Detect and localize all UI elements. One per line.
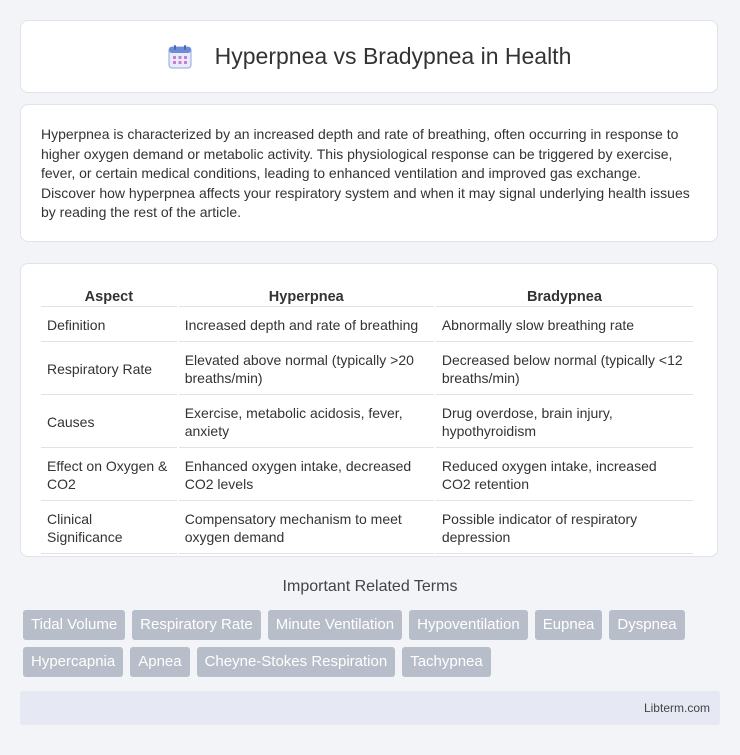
table-cell: Decreased below normal (typically <12 breaths/min)	[436, 344, 693, 395]
footer	[20, 691, 720, 725]
table-row	[41, 503, 693, 554]
header-hyperpnea: Hyperpnea	[179, 284, 434, 307]
title-card	[20, 20, 718, 93]
term-tag[interactable]: Minute Ventilation	[268, 610, 402, 640]
table-row	[41, 344, 693, 395]
intro-card	[20, 104, 718, 242]
intro-text: Hyperpnea is characterized by an increased depth and rate of breathing, often occurring in response to higher oxygen demand or metabolic activity. This physiological response can be triggered by exercise, fever, or certain medical conditions, leading to enhanced ventilation and improved gas exchange. Discover how hyperpnea affects your respiratory system and when it may signal underlying health issues by reading the rest of the article.	[41, 126, 690, 221]
table-cell: Effect on Oxygen & CO2	[41, 450, 177, 501]
term-tag[interactable]: Respiratory Rate	[132, 610, 261, 640]
table-cell: Reduced oxygen intake, increased CO2 retention	[436, 450, 693, 501]
table-cell: Definition	[41, 309, 177, 342]
page-title: Hyperpnea vs Bradypnea in Health	[214, 43, 572, 69]
table-cell: Enhanced oxygen intake, decreased CO2 levels	[179, 450, 434, 501]
term-tag[interactable]: Hypercapnia	[23, 647, 123, 677]
table-cell: Drug overdose, brain injury, hypothyroidism	[436, 397, 693, 448]
related-terms-list	[23, 610, 723, 677]
term-tag[interactable]: Cheyne-Stokes Respiration	[197, 647, 396, 677]
table-cell: Compensatory mechanism to meet oxygen demand	[179, 503, 434, 554]
table-cell: Possible indicator of respiratory depression	[436, 503, 693, 554]
table-row	[41, 309, 693, 342]
header-aspect: Aspect	[41, 284, 177, 307]
term-tag[interactable]: Tachypnea	[402, 647, 491, 677]
table-header-row	[41, 284, 693, 307]
table-cell: Increased depth and rate of breathing	[179, 309, 434, 342]
table-cell: Elevated above normal (typically >20 breaths/min)	[179, 344, 434, 395]
comparison-table-card	[20, 263, 718, 557]
term-tag[interactable]: Dyspnea	[609, 610, 684, 640]
table-cell: Causes	[41, 397, 177, 448]
table-cell: Clinical Significance	[41, 503, 177, 554]
table-cell: Abnormally slow breathing rate	[436, 309, 693, 342]
table-row	[41, 450, 693, 501]
table-cell: Exercise, metabolic acidosis, fever, anxiety	[179, 397, 434, 448]
term-tag[interactable]: Apnea	[130, 647, 189, 677]
term-tag[interactable]: Tidal Volume	[23, 610, 125, 640]
table-row	[41, 397, 693, 448]
term-tag[interactable]: Eupnea	[535, 610, 603, 640]
term-tag[interactable]: Hypoventilation	[409, 610, 528, 640]
header-bradypnea: Bradypnea	[436, 284, 693, 307]
comparison-table	[39, 282, 695, 556]
footer-site-link[interactable]: Libterm.com	[643, 701, 710, 715]
related-terms-heading: Important Related Terms	[282, 578, 458, 595]
calendar-icon	[167, 44, 193, 70]
table-cell: Respiratory Rate	[41, 344, 177, 395]
